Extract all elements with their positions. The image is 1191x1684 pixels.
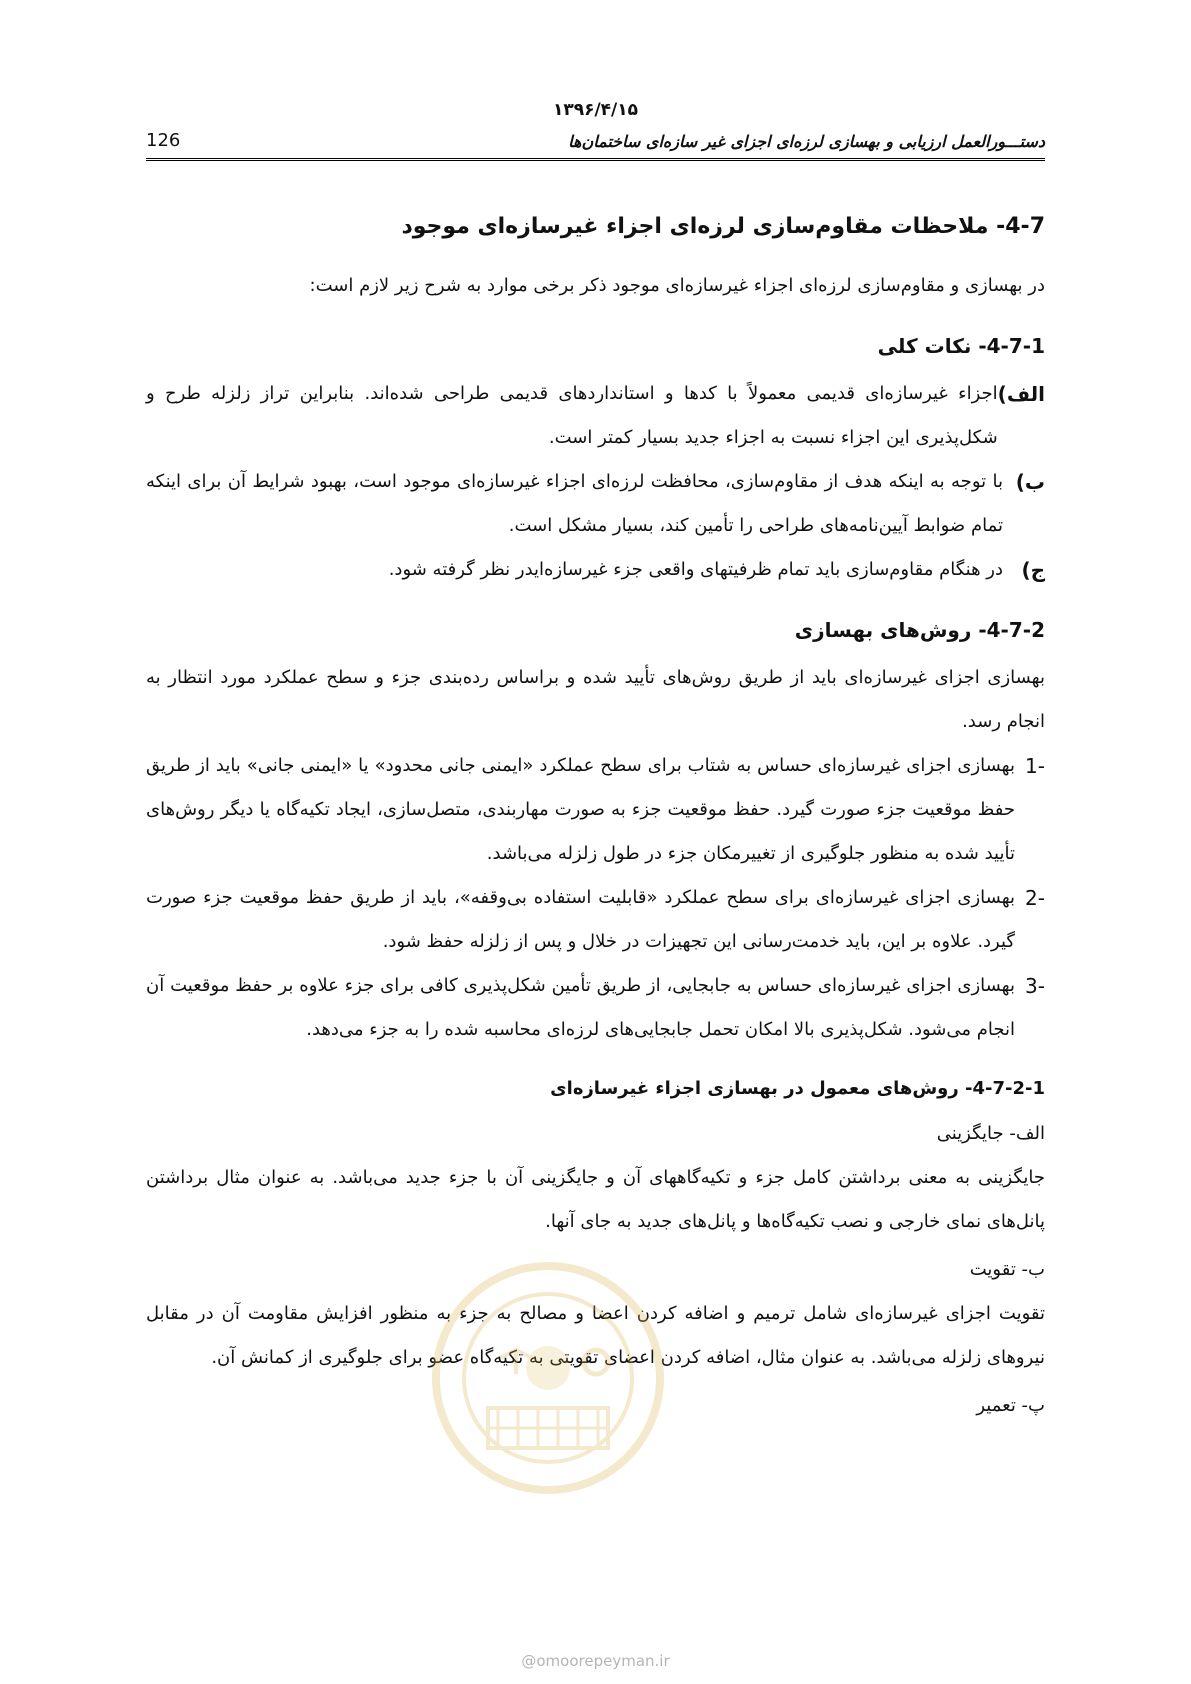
item-marker: ب) [1015,470,1045,494]
watermark-seal-icon [428,1258,668,1498]
page-content [146,210,1045,1428]
repair-label: پ- تعمیر [976,1395,1045,1416]
item-text: با توجه به اینکه هدف از مقاوم‌سازی، محافظت لرزه‌ای اجزاء غیرسازه‌ای موجود است، بهبود شرایط آن برای اینکه تمام ضوابط آیین‌نامه‌های طراحی را تأمین کند، بسیار مشکل است. [146,471,1003,536]
numbered-item [146,744,1045,876]
common-methods-heading: 4-7-2-1- روش‌های معمول در بهسازی اجزاء غیرسازه‌ای [550,1078,1045,1099]
replacement-text: جایگزینی به معنی برداشتن کامل جزء و تکیه‌گاههای آن و جایگزینی آن با جزء جدید می‌باشد. به عنوان مثال برداشتن پانل‌های نمای خارجی و نصب تکیه‌گاه‌ها و پانل‌های جدید به جای آنها. [146,1167,1045,1232]
document-title: دستـــورالعمل ارزیابی و بهسازی لرزه‌ای اجزای غیر سازه‌ای ساختمان‌ها [568,132,1045,151]
page-number: 126 [146,130,181,151]
document-date: ۱۳۹۶/۴/۱۵ [552,100,639,120]
retrofit-methods-heading: 4-7-2- روش‌های بهسازی [794,618,1045,642]
item-text: بهسازی اجزای غیرسازه‌ای حساس به جابجایی، از طریق تأمین شکل‌پذیری کافی برای جزء علاوه بر حفظ موقعیت آن انجام می‌شود. شکل‌پذیری بالا امکان تحمل جابجایی‌های لرزه‌ای محاسبه شده را به جزء می‌دهد. [146,975,1015,1040]
watermark-url: @omoorepeyman.ir [521,1652,670,1670]
list-item [146,372,1045,460]
item-text: بهسازی اجزای غیرسازه‌ای برای سطح عملکرد «قابلیت استفاده بی‌وقفه»، باید از طریق حفظ موقعیت جزء صورت گیرد. علاوه بر این، باید خدمت‌رسانی این تجهیزات در خلال و پس از زلزله حفظ شود. [146,887,1015,952]
item-marker: ج) [1021,558,1045,582]
section-intro: در بهسازی و مقاوم‌سازی لرزه‌ای اجزاء غیرسازه‌ای موجود ذکر برخی موارد به شرح زیر لازم است: [309,275,1045,296]
item-marker: الف) [997,382,1045,406]
item-number: 2- [1025,886,1045,910]
item-number: 3- [1025,974,1045,998]
retrofit-methods-intro: بهسازی اجزای غیرسازه‌ای باید از طریق روش‌های تأیید شده و براساس رده‌بندی جزء و سطح عملکرد مورد انتظار به انجام رسد. [146,667,1045,732]
strengthening-text: تقویت اجزای غیرسازه‌ای شامل ترمیم و اضافه کردن اعضا و مصالح به جزء به منظور افزایش مقاومت آن در مقابل نیروهای زلزله می‌باشد. به عنوان مثال، اضافه کردن اعضای تقویتی به تکیه‌گاه عضو برای جلوگیری از کمانش آن. [146,1303,1045,1368]
replacement-label: الف- جایگزینی [936,1123,1045,1144]
numbered-item [146,876,1045,964]
section-heading: 4-7- ملاحظات مقاوم‌سازی لرزه‌ای اجزاء غیرسازه‌ای موجود [401,214,1045,239]
strengthening-label: ب- تقویت [969,1259,1045,1280]
numbered-item [146,964,1045,1052]
list-item [146,548,1045,592]
item-number: 1- [1025,754,1045,778]
list-item [146,460,1045,548]
page-header [146,126,1045,161]
item-text: اجزاء غیرسازه‌ای قدیمی معمولاً با کدها و استانداردهای قدیمی طراحی شده‌اند. بنابراین تراز زلزله طرح و شکل‌پذیری این اجزاء نسبت به اجزاء جدید بسیار کمتر است. [146,383,998,448]
general-notes-heading: 4-7-1- نکات کلی [877,334,1045,358]
item-text: بهسازی اجزای غیرسازه‌ای حساس به شتاب برای سطح عملکرد «ایمنی جانی محدود» یا «ایمنی جانی» باید از طریق حفظ موقعیت جزء صورت گیرد. حفظ موقعیت جزء به صورت مهاربندی، متصل‌سازی، ایجاد تکیه‌گاه یا دیگر روش‌های تأیید شده به منظور جلوگیری از تغییرمکان جزء در طول زلزله می‌باشد. [146,755,1015,864]
item-text: در هنگام مقاوم‌سازی باید تمام ظرفیتهای واقعی جزء غیرسازه‌ایدر نظر گرفته شود. [388,559,1003,580]
